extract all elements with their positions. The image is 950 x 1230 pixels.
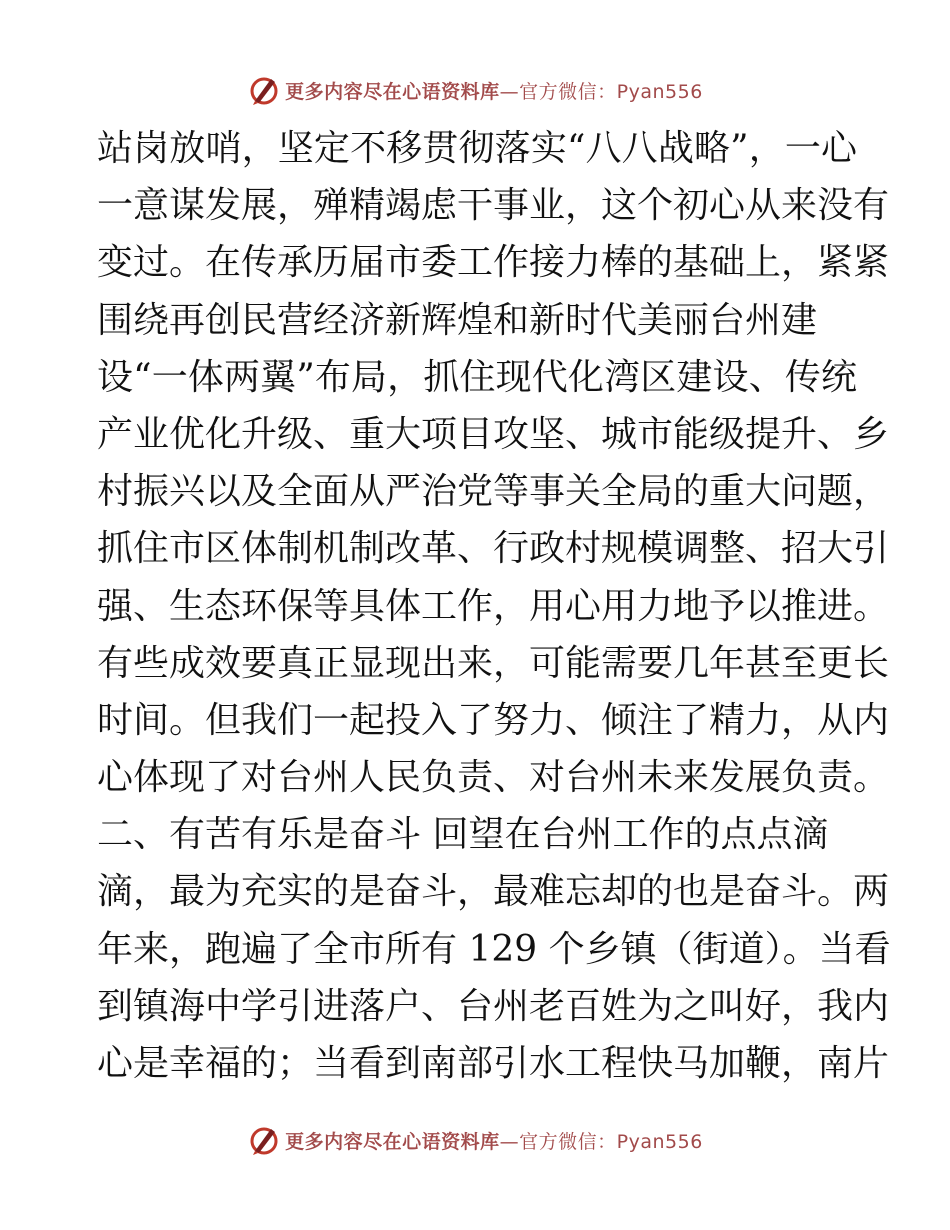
body-line: 心体现了对台州人民负责、对台州未来发展负责。 (97, 757, 890, 799)
body-line: 强、生态环保等具体工作，用心用力地予以推进。 (97, 585, 890, 627)
footer-banner-main: 更多内容尽在心语资料库 (285, 1130, 500, 1153)
body-line: 年来，跑遍了全市所有 129 个乡镇（街道）。当看 (97, 928, 891, 970)
pen-circle-logo-icon (247, 73, 281, 107)
document-body (97, 120, 891, 1092)
header-banner (0, 72, 950, 108)
header-banner-text (285, 77, 703, 104)
body-line: 设“一体两翼”布局，抓住现代化湾区建设、传统 (97, 356, 857, 398)
body-line: 村振兴以及全面从严治党等事关全局的重大问题， (97, 471, 890, 513)
body-line: 一意谋发展，殚精竭虑干事业，这个初心从来没有 (97, 185, 890, 227)
footer-banner (0, 1122, 950, 1158)
body-line: 滴，最为充实的是奋斗，最难忘却的也是奋斗。两 (97, 871, 890, 913)
body-line: 抓住市区体制机制改革、行政村规模调整、招大引 (97, 528, 890, 570)
footer-banner-text (285, 1127, 703, 1154)
header-banner-tail: 官方微信：Pyan556 (519, 80, 703, 103)
body-line: 变过。在传承历届市委工作接力棒的基础上，紧紧 (97, 242, 890, 284)
body-line: 到镇海中学引进落户、台州老百姓为之叫好，我内 (97, 985, 890, 1027)
body-line: 心是幸福的；当看到南部引水工程快马加鞭，南片 (97, 1043, 890, 1084)
pen-circle-logo-icon (247, 1123, 281, 1157)
body-line: 时间。但我们一起投入了努力、倾注了精力，从内 (97, 699, 890, 741)
body-line: 有些成效要真正显现出来，可能需要几年甚至更长 (97, 642, 890, 684)
footer-banner-tail: 官方微信：Pyan556 (519, 1130, 703, 1153)
header-banner-sep: — (499, 80, 520, 103)
body-line: 产业优化升级、重大项目攻坚、城市能级提升、乡 (97, 413, 890, 455)
body-line: 站岗放哨，坚定不移贯彻落实“八八战略”，一心 (97, 128, 857, 169)
body-line: 围绕再创民营经济新辉煌和新时代美丽台州建 (97, 299, 818, 341)
header-banner-main: 更多内容尽在心语资料库 (285, 80, 500, 103)
section-heading-line: 二、有苦有乐是奋斗 回望在台州工作的点点滴 (97, 814, 829, 856)
footer-banner-sep: — (499, 1130, 520, 1153)
